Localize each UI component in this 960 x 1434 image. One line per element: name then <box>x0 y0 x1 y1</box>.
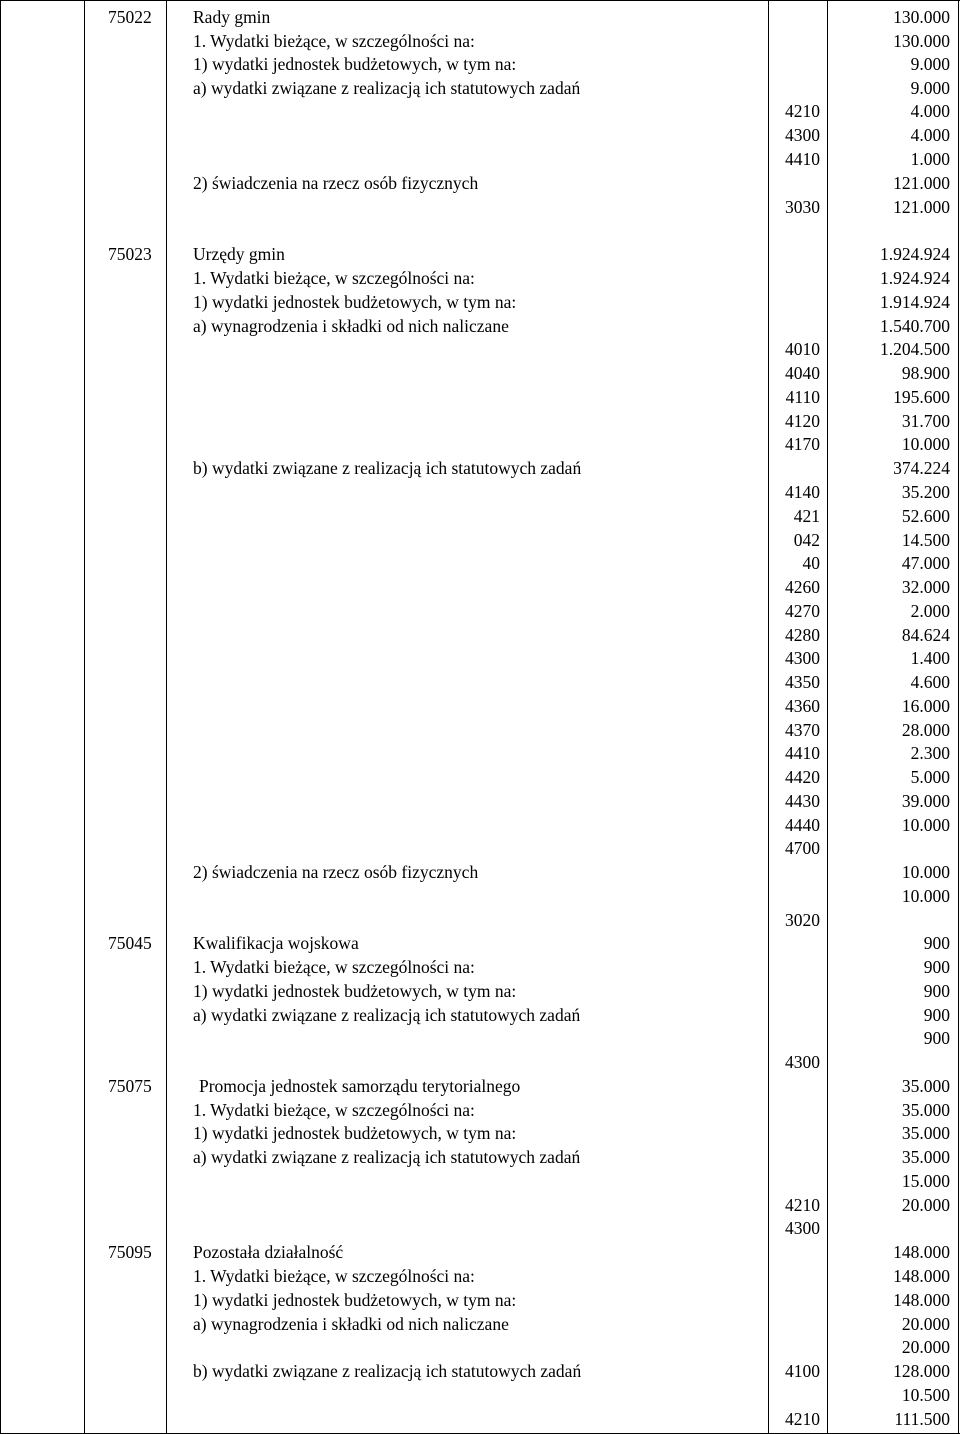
row-description: Pozostała działalność <box>193 1242 344 1262</box>
amount-value: 5.000 <box>910 767 950 787</box>
paragraph-code: 4370 <box>785 720 820 740</box>
row-description: 1. Wydatki bieżące, w szczególności na: <box>193 1266 475 1286</box>
amount-value: 121.000 <box>893 197 950 217</box>
row-description: 1) wydatki jednostek budżetowych, w tym na: <box>193 1123 517 1143</box>
amount-value: 111.500 <box>894 1409 950 1429</box>
amount-value: 900 <box>923 1028 950 1048</box>
row-description: a) wynagrodzenia i składki od nich naliczane <box>193 316 509 336</box>
amount-value: 9.000 <box>910 78 950 98</box>
paragraph-code: 4430 <box>785 791 820 811</box>
amount-value: 10.500 <box>901 1385 950 1405</box>
row-description: 1. Wydatki bieżące, w szczególności na: <box>193 1100 475 1120</box>
column-border <box>0 0 1 1434</box>
column-border <box>84 0 85 1434</box>
paragraph-code: 4300 <box>785 125 820 145</box>
amount-value: 195.600 <box>893 387 950 407</box>
section-code: 75023 <box>108 244 152 264</box>
amount-value: 1.000 <box>910 149 950 169</box>
amount-value: 4.000 <box>910 101 950 121</box>
amount-value: 35.000 <box>901 1123 950 1143</box>
column-border <box>958 0 959 1434</box>
row-description: Promocja jednostek samorządu terytorialnego <box>199 1076 521 1096</box>
row-description: Rady gmin <box>193 7 271 27</box>
row-description: 1) wydatki jednostek budżetowych, w tym na: <box>193 1290 517 1310</box>
paragraph-code: 4280 <box>785 625 820 645</box>
paragraph-code: 4360 <box>785 696 820 716</box>
paragraph-code: 4210 <box>785 1409 820 1429</box>
amount-value: 2.300 <box>910 743 950 763</box>
column-border <box>166 0 167 1434</box>
paragraph-code: 4420 <box>785 767 820 787</box>
section-code: 75095 <box>108 1242 152 1262</box>
row-description: a) wynagrodzenia i składki od nich naliczane <box>193 1314 509 1334</box>
amount-value: 35.000 <box>901 1147 950 1167</box>
amount-value: 10.000 <box>901 886 950 906</box>
row-description: 2) świadczenia na rzecz osób fizycznych <box>193 173 479 193</box>
row-description: 1. Wydatki bieżące, w szczególności na: <box>193 31 475 51</box>
amount-value: 20.000 <box>901 1337 950 1357</box>
amount-value: 374.224 <box>893 458 950 478</box>
row-description: a) wydatki związane z realizacją ich statutowych zadań <box>193 1147 581 1167</box>
paragraph-code: 4700 <box>785 838 820 858</box>
amount-value: 1.924.924 <box>880 244 950 264</box>
row-description: a) wydatki związane z realizacją ich statutowych zadań <box>193 78 581 98</box>
amount-value: 35.000 <box>901 1076 950 1096</box>
amount-value: 52.600 <box>901 506 950 526</box>
amount-value: 35.000 <box>901 1100 950 1120</box>
amount-value: 2.000 <box>910 601 950 621</box>
paragraph-code: 042 <box>793 530 820 550</box>
paragraph-code: 4100 <box>785 1361 820 1381</box>
row-description: 1) wydatki jednostek budżetowych, w tym na: <box>193 292 517 312</box>
amount-value: 4.000 <box>910 125 950 145</box>
amount-value: 84.624 <box>901 625 950 645</box>
amount-value: 128.000 <box>893 1361 950 1381</box>
paragraph-code: 4440 <box>785 815 820 835</box>
row-description: 1. Wydatki bieżące, w szczególności na: <box>193 957 475 977</box>
amount-value: 130.000 <box>893 31 950 51</box>
row-description: b) wydatki związane z realizacją ich statutowych zadań <box>193 458 582 478</box>
paragraph-code: 4350 <box>785 672 820 692</box>
amount-value: 900 <box>923 981 950 1001</box>
paragraph-code: 40 <box>802 553 820 573</box>
row-description: b) wydatki związane z realizacją ich statutowych zadań <box>193 1361 582 1381</box>
amount-value: 1.540.700 <box>880 316 950 336</box>
paragraph-code: 3030 <box>785 197 820 217</box>
amount-value: 4.600 <box>910 672 950 692</box>
section-code: 75045 <box>108 933 152 953</box>
amount-value: 98.900 <box>901 363 950 383</box>
amount-value: 1.400 <box>910 648 950 668</box>
amount-value: 32.000 <box>901 577 950 597</box>
paragraph-code: 421 <box>793 506 820 526</box>
row-description: 2) świadczenia na rzecz osób fizycznych <box>193 862 479 882</box>
row-description: Urzędy gmin <box>193 244 285 264</box>
amount-value: 10.000 <box>901 862 950 882</box>
amount-value: 47.000 <box>901 553 950 573</box>
amount-value: 1.204.500 <box>880 339 950 359</box>
paragraph-code: 4300 <box>785 1052 820 1072</box>
amount-value: 121.000 <box>893 173 950 193</box>
paragraph-code: 4410 <box>785 149 820 169</box>
amount-value: 14.500 <box>901 530 950 550</box>
column-border <box>768 0 769 1434</box>
amount-value: 15.000 <box>901 1171 950 1191</box>
amount-value: 10.000 <box>901 434 950 454</box>
amount-value: 148.000 <box>893 1290 950 1310</box>
amount-value: 9.000 <box>910 54 950 74</box>
paragraph-code: 4170 <box>785 434 820 454</box>
amount-value: 20.000 <box>901 1314 950 1334</box>
row-description: 1) wydatki jednostek budżetowych, w tym na: <box>193 54 517 74</box>
amount-value: 148.000 <box>893 1266 950 1286</box>
amount-value: 31.700 <box>901 411 950 431</box>
amount-value: 900 <box>923 933 950 953</box>
amount-value: 10.000 <box>901 815 950 835</box>
paragraph-code: 4120 <box>785 411 820 431</box>
amount-value: 900 <box>923 957 950 977</box>
amount-value: 16.000 <box>901 696 950 716</box>
paragraph-code: 4040 <box>785 363 820 383</box>
row-description: 1. Wydatki bieżące, w szczególności na: <box>193 268 475 288</box>
amount-value: 39.000 <box>901 791 950 811</box>
section-code: 75022 <box>108 7 152 27</box>
paragraph-code: 4260 <box>785 577 820 597</box>
amount-value: 20.000 <box>901 1195 950 1215</box>
amount-value: 130.000 <box>893 7 950 27</box>
row-description: Kwalifikacja wojskowa <box>193 933 359 953</box>
paragraph-code: 4210 <box>785 1195 820 1215</box>
paragraph-code: 4210 <box>785 101 820 121</box>
row-description: 1) wydatki jednostek budżetowych, w tym na: <box>193 981 517 1001</box>
amount-value: 900 <box>923 1005 950 1025</box>
paragraph-code: 3020 <box>785 910 820 930</box>
paragraph-code: 4010 <box>785 339 820 359</box>
paragraph-code: 4140 <box>785 482 820 502</box>
paragraph-code: 4410 <box>785 743 820 763</box>
paragraph-code: 4300 <box>785 1218 820 1238</box>
amount-value: 1.914.924 <box>880 292 950 312</box>
amount-value: 1.924.924 <box>880 268 950 288</box>
amount-value: 28.000 <box>901 720 950 740</box>
column-border <box>827 0 828 1434</box>
section-code: 75075 <box>108 1076 152 1096</box>
paragraph-code: 4300 <box>785 648 820 668</box>
paragraph-code: 4110 <box>785 387 820 407</box>
row-description: a) wydatki związane z realizacją ich statutowych zadań <box>193 1005 581 1025</box>
table-top-border <box>0 0 960 1</box>
amount-value: 148.000 <box>893 1242 950 1262</box>
amount-value: 35.200 <box>901 482 950 502</box>
paragraph-code: 4270 <box>785 601 820 621</box>
